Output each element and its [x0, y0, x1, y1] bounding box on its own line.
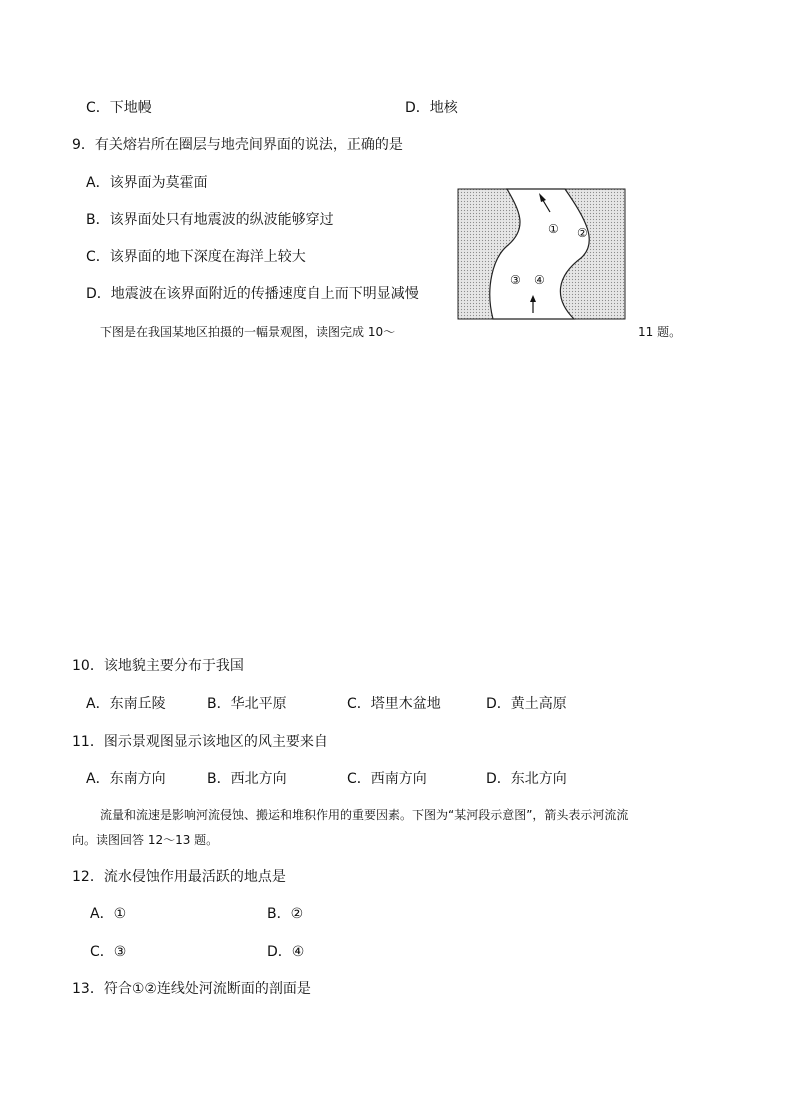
q9-option-a: A．该界面为莫霍面 [86, 175, 208, 191]
q8-option-c: C．下地幔 [86, 100, 152, 116]
q13-stem: 13．符合①②连线处河流断面的剖面是 [72, 981, 311, 997]
point-4-label: ④ [534, 273, 545, 287]
point-1-label: ① [548, 222, 559, 236]
q10-stem: 10．该地貌主要分布于我国 [72, 658, 244, 674]
q9-option-d: D．地震波在该界面附近的传播速度自上而下明显减慢 [86, 286, 419, 302]
q12-option-a: A．① [90, 906, 127, 922]
q11-option-d: D．东北方向 [486, 771, 567, 787]
q8-option-d: D．地核 [405, 100, 458, 116]
q12-stem: 12．流水侵蚀作用最活跃的地点是 [72, 869, 286, 885]
q11-stem: 11．图示景观图显示该地区的风主要来自 [72, 734, 328, 750]
q11-option-b: B．西北方向 [207, 771, 287, 787]
intro-12-13-line2: 向。读图回答 12～13 题。 [72, 833, 219, 847]
q9-option-c: C．该界面的地下深度在海洋上较大 [86, 249, 306, 265]
river-section-diagram [457, 188, 626, 320]
point-2-label: ② [577, 226, 588, 240]
point-3-label: ③ [510, 273, 521, 287]
q10-option-c: C．塔里木盆地 [347, 696, 441, 712]
q12-option-c: C．③ [90, 944, 127, 960]
q9-stem: 9．有关熔岩所在圈层与地壳间界面的说法，正确的是 [72, 137, 403, 153]
q12-option-b: B．② [267, 906, 304, 922]
q12-option-d: D．④ [267, 944, 305, 960]
intro-10-11-part1: 下图是在我国某地区拍摄的一幅景观图，读图完成 10～ [100, 325, 396, 339]
q11-option-a: A．东南方向 [86, 771, 166, 787]
q9-option-b: B．该界面处只有地震波的纵波能够穿过 [86, 212, 334, 228]
intro-10-11-part2: 11 题。 [638, 325, 682, 339]
q10-option-b: B．华北平原 [207, 696, 287, 712]
intro-12-13-line1: 流量和流速是影响河流侵蚀、搬运和堆积作用的重要因素。下图为“某河段示意图”，箭头表示河流流 [100, 808, 629, 822]
q10-option-d: D．黄土高原 [486, 696, 567, 712]
q11-option-c: C．西南方向 [347, 771, 427, 787]
q10-option-a: A．东南丘陵 [86, 696, 166, 712]
